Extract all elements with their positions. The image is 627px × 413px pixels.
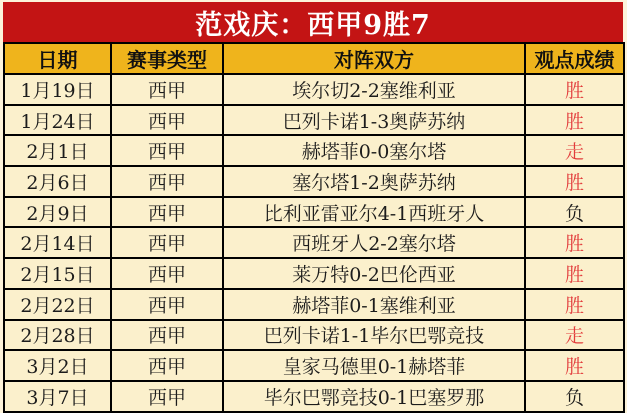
match-cell: 塞尔塔1-2奥萨苏纳	[223, 166, 525, 197]
date-cell: 2月15日	[4, 258, 111, 289]
table-row	[4, 381, 624, 412]
table-row	[4, 105, 624, 136]
table-row	[4, 350, 624, 381]
result-cell: 胜	[525, 166, 624, 197]
result-cell: 走	[525, 135, 624, 166]
league-cell: 西甲	[111, 135, 223, 166]
date-cell: 3月2日	[4, 350, 111, 381]
table-row	[4, 320, 624, 351]
league-cell: 西甲	[111, 350, 223, 381]
table-row	[4, 289, 624, 320]
record-table	[3, 42, 625, 413]
match-cell: 赫塔菲0-1塞维利亚	[223, 289, 525, 320]
col-header-date: 日期	[4, 43, 111, 74]
result-cell: 负	[525, 197, 624, 228]
match-cell: 巴列卡诺1-1毕尔巴鄂竞技	[223, 320, 525, 351]
result-cell: 胜	[525, 258, 624, 289]
table-row	[4, 258, 624, 289]
date-cell: 1月24日	[4, 105, 111, 136]
date-cell: 2月28日	[4, 320, 111, 351]
match-cell: 埃尔切2-2塞维利亚	[223, 74, 525, 105]
result-cell: 胜	[525, 289, 624, 320]
page-title: 范戏庆：西甲9胜7	[3, 2, 623, 42]
col-header-league: 赛事类型	[111, 43, 223, 74]
league-cell: 西甲	[111, 289, 223, 320]
date-cell: 2月9日	[4, 197, 111, 228]
league-cell: 西甲	[111, 320, 223, 351]
table-row	[4, 197, 624, 228]
date-cell: 2月22日	[4, 289, 111, 320]
date-cell: 2月14日	[4, 227, 111, 258]
result-cell: 胜	[525, 74, 624, 105]
match-cell: 比利亚雷亚尔4-1西班牙人	[223, 197, 525, 228]
match-cell: 西班牙人2-2塞尔塔	[223, 227, 525, 258]
result-cell: 负	[525, 381, 624, 412]
league-cell: 西甲	[111, 105, 223, 136]
date-cell: 2月1日	[4, 135, 111, 166]
date-cell: 1月19日	[4, 74, 111, 105]
league-cell: 西甲	[111, 74, 223, 105]
league-cell: 西甲	[111, 227, 223, 258]
result-cell: 走	[525, 320, 624, 351]
league-cell: 西甲	[111, 258, 223, 289]
date-cell: 2月6日	[4, 166, 111, 197]
table-row	[4, 227, 624, 258]
result-cell: 胜	[525, 105, 624, 136]
league-cell: 西甲	[111, 166, 223, 197]
table-row	[4, 74, 624, 105]
match-cell: 巴列卡诺1-3奥萨苏纳	[223, 105, 525, 136]
table-row	[4, 166, 624, 197]
league-cell: 西甲	[111, 197, 223, 228]
col-header-result: 观点成绩	[525, 43, 624, 74]
col-header-match: 对阵双方	[223, 43, 525, 74]
match-cell: 皇家马德里0-1赫塔菲	[223, 350, 525, 381]
date-cell: 3月7日	[4, 381, 111, 412]
result-cell: 胜	[525, 227, 624, 258]
league-cell: 西甲	[111, 381, 223, 412]
table-row	[4, 135, 624, 166]
match-cell: 莱万特0-2巴伦西亚	[223, 258, 525, 289]
result-cell: 胜	[525, 350, 624, 381]
match-cell: 毕尔巴鄂竞技0-1巴塞罗那	[223, 381, 525, 412]
table-header-row	[4, 43, 624, 74]
match-cell: 赫塔菲0-0塞尔塔	[223, 135, 525, 166]
